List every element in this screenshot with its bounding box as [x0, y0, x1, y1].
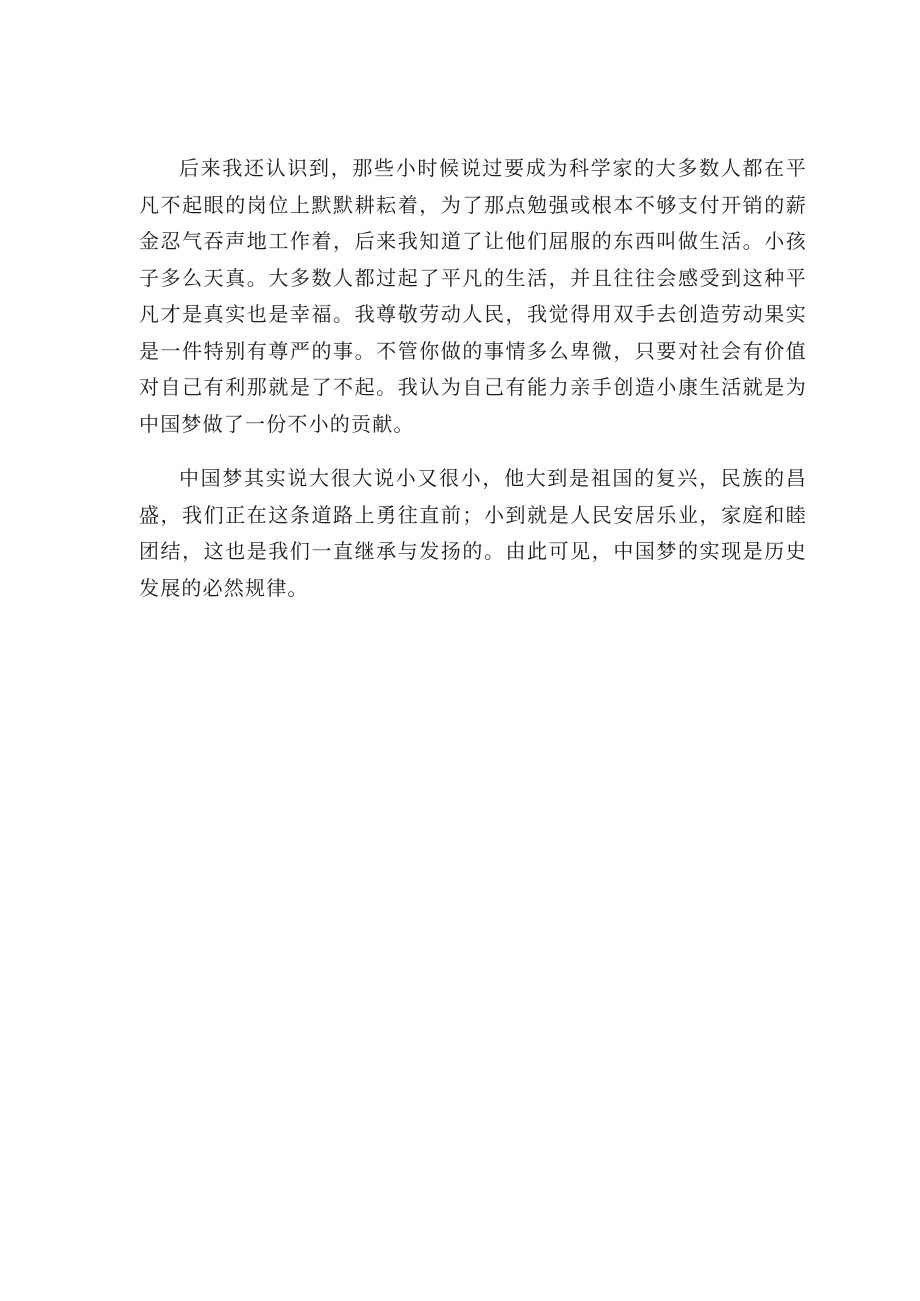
paragraph-1: 后来我还认识到，那些小时候说过要成为科学家的大多数人都在平凡不起眼的岗位上默默耕耘着，为了那点勉强或根本不够支付开销的薪金忍气吞声地工作着，后来我知道了让他们屈服的东西叫做生活。小孩子多么天真。大多数人都过起了平凡的生活，并且往往会感受到这种平凡才是真实也是幸福。我尊敬劳动人民，我觉得用双手去创造劳动果实是一件特别有尊严的事。不管你做的事情多么卑微，只要对社会有价值对自己有利那就是了不起。我认为自己有能力亲手创造小康生活就是为中国梦做了一份不小的贡献。 [139, 156, 807, 436]
paragraph-2: 中国梦其实说大很大说小又很小，他大到是祖国的复兴，民族的昌盛，我们正在这条道路上勇往直前；小到就是人民安居乐业，家庭和睦团结，这也是我们一直继承与发扬的。由此可见，中国梦的实现是历史发展的必然规律。 [139, 466, 807, 600]
document-body [139, 150, 807, 606]
